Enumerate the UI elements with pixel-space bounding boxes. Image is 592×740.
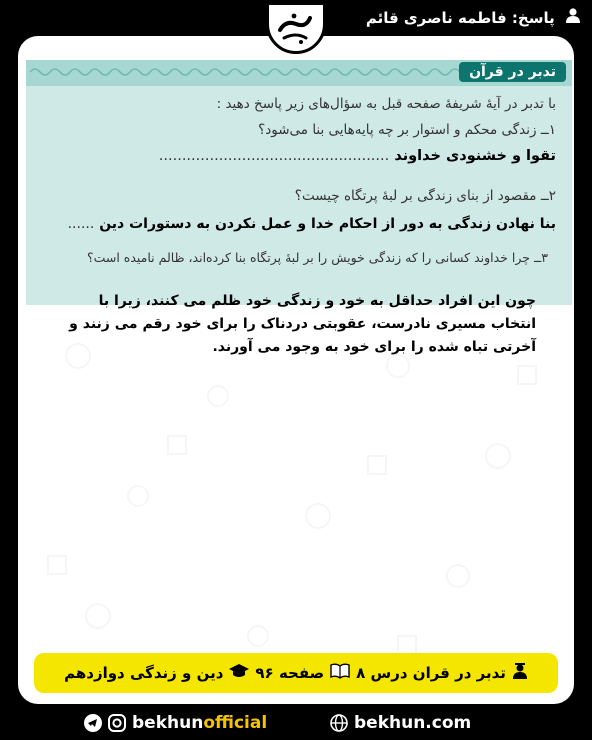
- handle-prefix: bekhun: [132, 713, 204, 733]
- website-link[interactable]: [330, 713, 471, 733]
- content-card: [18, 36, 574, 704]
- answer-author-label: [366, 8, 580, 27]
- banner-page: صفحه ۹۶: [255, 664, 325, 682]
- answer-2-text: بنا نهادن زندگی به دور از احکام خدا و عمل نکردن به دستورات دین: [99, 216, 556, 232]
- graduation-cap-icon: [229, 663, 249, 683]
- book-icon: [330, 663, 350, 683]
- answer-1-text: تقوا و خشنودی خداوند: [394, 148, 556, 164]
- quran-reflection-section: [26, 60, 572, 305]
- banner-topic: تدبر در قران درس ۸: [356, 664, 506, 682]
- answer-2-dots: ......: [67, 216, 95, 232]
- person-icon: [566, 8, 580, 27]
- section-title: تدبر در قرآن: [459, 62, 566, 82]
- telegram-icon[interactable]: [84, 714, 102, 732]
- question-1: ۱ــ زندگی محکم و استوار بر چه پایه‌هایی بنا می‌شود؟: [258, 122, 556, 138]
- instructions-text: با تدبر در آیهٔ شریفهٔ صفحه قبل به سؤال‌های زیر پاسخ دهید :: [216, 96, 556, 112]
- globe-icon: [330, 714, 348, 732]
- student-icon: [512, 663, 528, 683]
- answer-1: [159, 148, 556, 164]
- instagram-icon[interactable]: [108, 714, 126, 732]
- banner-course: دین و زندگی دوازدهم: [64, 664, 224, 682]
- handle-accent: official: [203, 713, 268, 733]
- wave-decoration: [30, 66, 480, 78]
- answer-2: [68, 216, 556, 232]
- answer-3: چون این افراد حداقل به خود و زندگی خود ظلم می کنند، زیرا با انتخاب مسیری نادرست، عقوبتی دردناک را برای خود رقم می زنند و آخرتی تباه شده را برای خود به وجود می آورند.: [69, 293, 536, 355]
- section-header: [26, 60, 572, 86]
- answer-1-dots: ..................................................: [158, 148, 390, 164]
- website-text: bekhun.com: [354, 713, 472, 733]
- question-2: ۲ــ مقصود از بنای زندگی بر لبهٔ پرتگاه چیست؟: [294, 188, 556, 204]
- question-3: ۳ــ چرا خداوند کسانی را که زندگی خویش را بر لبهٔ پرتگاه بنا کرده‌اند، ظالم نامیده است؟: [86, 250, 548, 265]
- social-handle[interactable]: [84, 713, 267, 733]
- social-bar: [0, 705, 592, 740]
- lesson-banner: [34, 653, 558, 693]
- answer-author-text: پاسخ: فاطمه ناصری قائم: [365, 9, 555, 27]
